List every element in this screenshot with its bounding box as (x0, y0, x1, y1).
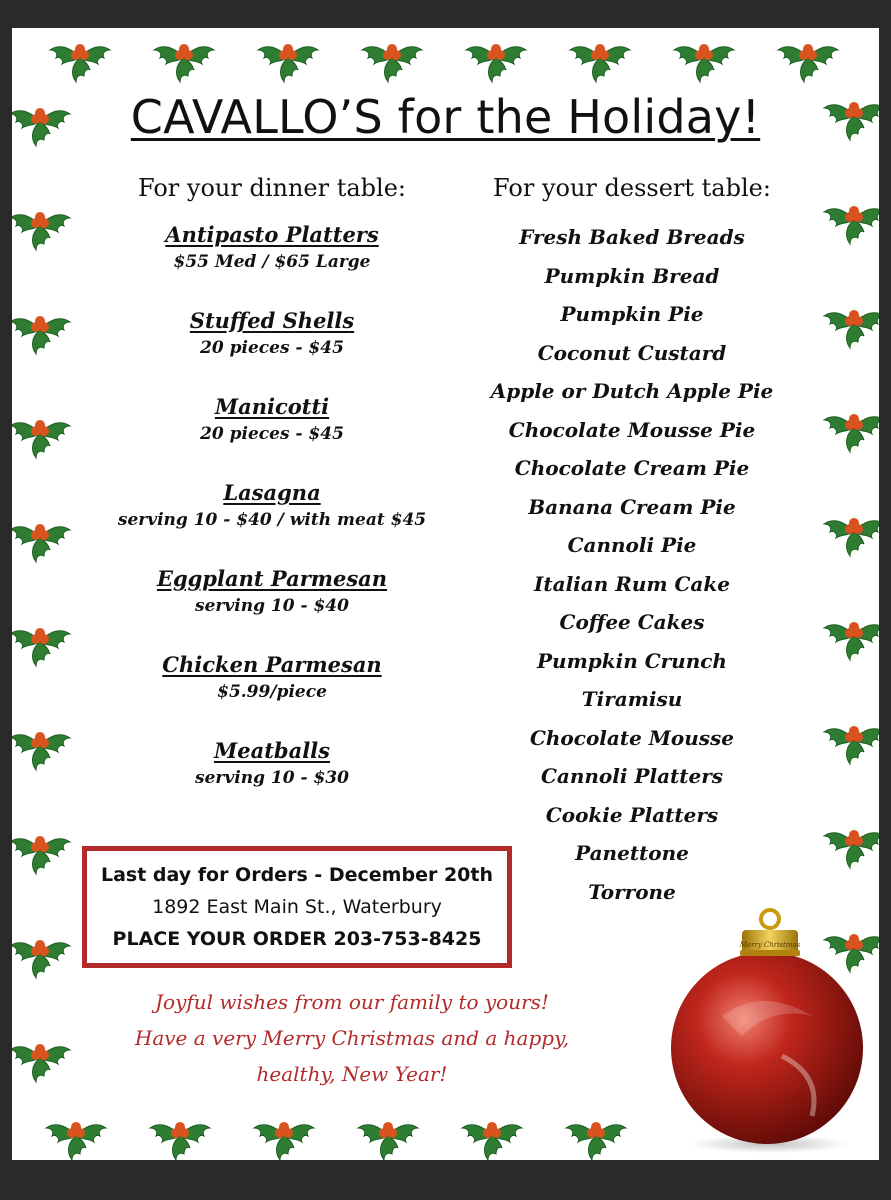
dessert-item: Coconut Custard (537, 340, 727, 365)
dinner-item-detail: $5.99/piece (217, 682, 327, 702)
holly-icon (12, 300, 72, 356)
holly-icon (360, 28, 424, 84)
holly-icon (12, 1028, 72, 1084)
holly-icon (464, 28, 528, 84)
holly-icon (12, 612, 72, 668)
holly-icon (822, 398, 879, 454)
holly-icon (564, 1106, 628, 1160)
dessert-menu-list (467, 218, 797, 911)
holly-icon (148, 1106, 212, 1160)
dinner-item (92, 393, 452, 479)
dessert-item: Panettone (575, 841, 689, 865)
greeting-line: healthy, New Year! (256, 1062, 448, 1086)
holly-icon (822, 606, 879, 662)
dessert-item: Tiramisu (581, 687, 683, 711)
holly-icon (776, 28, 840, 84)
dinner-menu-list (92, 221, 452, 823)
holly-icon (822, 814, 879, 870)
dinner-item-detail: $55 Med / $65 Large (173, 252, 371, 272)
dinner-item-name: Chicken Parmesan (162, 652, 382, 677)
holiday-greeting (92, 984, 612, 1092)
holly-icon (12, 508, 72, 564)
greeting-line: Joyful wishes from our family to yours! (155, 990, 549, 1014)
dinner-item (92, 307, 452, 393)
dinner-item-name: Meatballs (214, 738, 330, 763)
dinner-heading: For your dinner table: (138, 174, 406, 202)
store-address: 1892 East Main St., Waterbury (152, 896, 442, 918)
dinner-item (92, 479, 452, 565)
dessert-item: Banana Cream Pie (528, 494, 736, 519)
dinner-item-detail: serving 10 - $40 (195, 596, 349, 616)
flyer-title: CAVALLO’S for the Holiday! (130, 90, 761, 144)
dinner-item (92, 221, 452, 307)
order-deadline: Last day for Orders - December 20th (100, 864, 493, 886)
ornament-icon (662, 906, 872, 1154)
dessert-item: Cookie Platters (545, 802, 719, 827)
dessert-item: Cannoli Platters (540, 764, 724, 788)
dinner-item-name: Eggplant Parmesan (156, 566, 388, 591)
order-phone: PLACE YOUR ORDER 203-753-8425 (112, 928, 482, 950)
holly-icon (48, 28, 112, 84)
dessert-item: Apple or Dutch Apple Pie (490, 379, 774, 403)
dessert-item: Pumpkin Crunch (537, 648, 727, 673)
dinner-item-name: Manicotti (214, 394, 330, 419)
dessert-heading: For your dessert table: (493, 174, 771, 202)
dinner-item-detail: serving 10 - $30 (195, 768, 349, 788)
holly-icon (152, 28, 216, 84)
holly-icon (12, 820, 72, 876)
holly-icon (12, 924, 72, 980)
holly-icon (672, 28, 736, 84)
holly-icon (460, 1106, 524, 1160)
holly-icon (12, 196, 72, 252)
holly-icon (568, 28, 632, 84)
dessert-item: Coffee Cakes (559, 610, 705, 634)
dinner-item-name: Lasagna (223, 480, 321, 505)
dinner-item-name: Stuffed Shells (189, 308, 355, 333)
holly-icon (822, 502, 879, 558)
dessert-item: Pumpkin Pie (560, 302, 704, 326)
dessert-item: Chocolate Cream Pie (514, 456, 750, 480)
dessert-item: Chocolate Mousse Pie (508, 417, 756, 442)
dessert-item: Fresh Baked Breads (519, 225, 745, 249)
holly-icon (356, 1106, 420, 1160)
holly-icon (822, 294, 879, 350)
dinner-item (92, 565, 452, 651)
holly-icon (12, 404, 72, 460)
dessert-item: Cannoli Pie (567, 533, 697, 557)
holly-icon (256, 28, 320, 84)
dessert-item: Italian Rum Cake (534, 571, 730, 596)
dinner-item (92, 737, 452, 823)
dessert-item: Pumpkin Bread (544, 263, 720, 288)
dessert-item: Chocolate Mousse (529, 725, 735, 750)
dinner-item-detail: 20 pieces - $45 (200, 424, 344, 444)
order-info-box (82, 846, 512, 968)
dinner-item (92, 651, 452, 737)
holly-icon (252, 1106, 316, 1160)
holly-icon (12, 716, 72, 772)
dinner-item-detail: serving 10 - $40 / with meat $45 (117, 510, 427, 530)
dinner-item-name: Antipasto Platters (165, 222, 379, 247)
dinner-item-detail: 20 pieces - $45 (200, 338, 344, 358)
holly-icon (822, 710, 879, 766)
dessert-item: Torrone (588, 879, 676, 904)
ornament-label: Merry Christmas (739, 941, 801, 949)
holly-icon (44, 1106, 108, 1160)
holiday-flyer (12, 28, 879, 1160)
greeting-line: Have a very Merry Christmas and a happy, (134, 1026, 570, 1050)
holly-icon (822, 190, 879, 246)
